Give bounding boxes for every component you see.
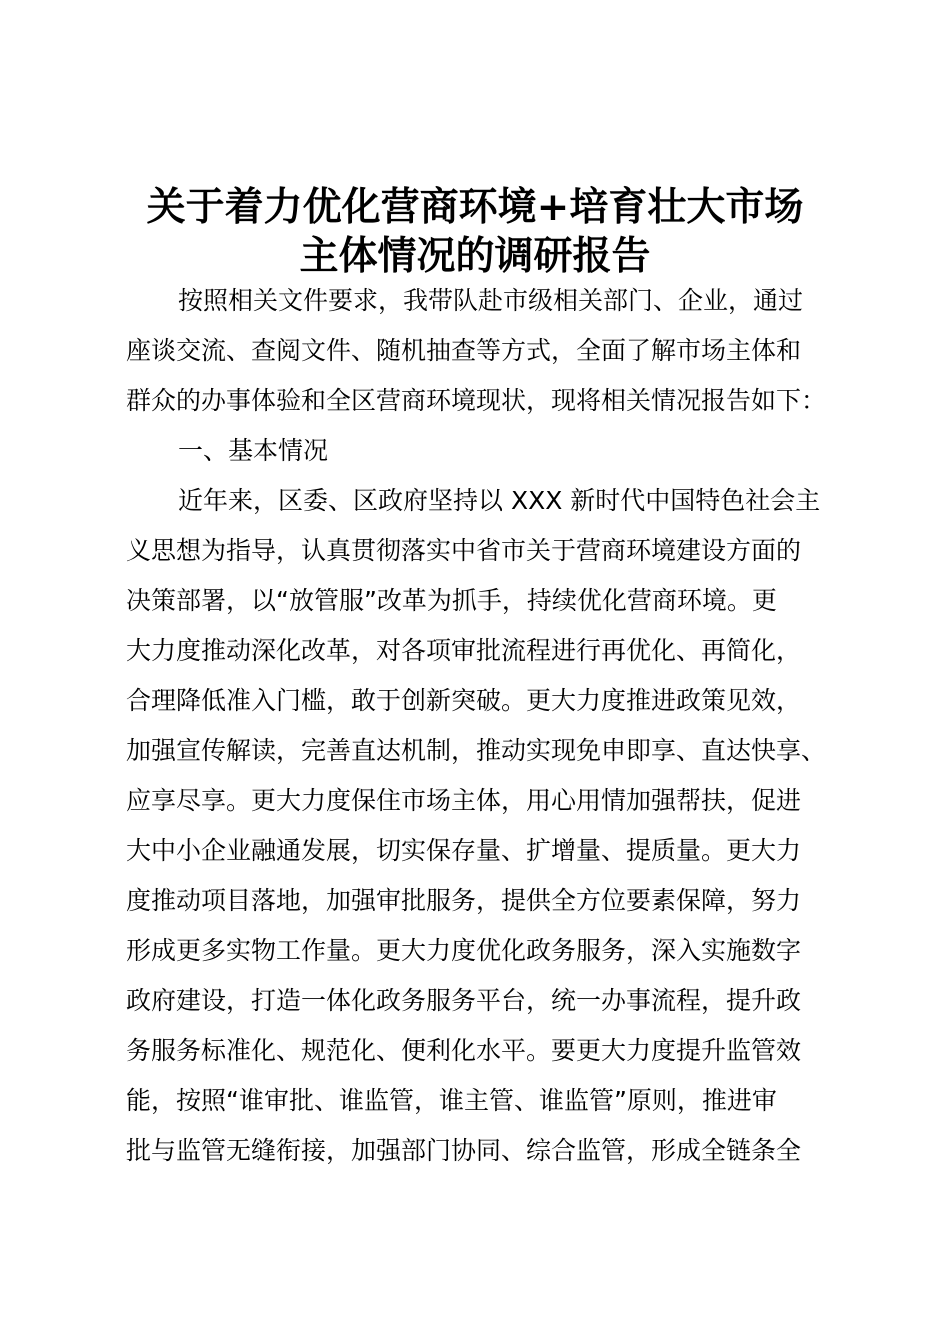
section-heading-basic: 一、基本情况 [178, 436, 329, 465]
body-line-7: 决策部署，以“放管服”改革为抓手，持续优化营商环境。更 [126, 586, 777, 615]
body-line-10: 加强宣传解读，完善直达机制，推动实现免申即享、直达快享、 [126, 736, 827, 765]
document-title-line-2: 主体情况的调研报告 [299, 233, 651, 279]
body-line-14: 形成更多实物工作量。更大力度优化政务服务，深入实施数字 [126, 936, 802, 965]
body-line-11: 应享尽享。更大力度保住市场主体，用心用情加强帮扶，促进 [126, 786, 802, 815]
body-line-12: 大中小企业融通发展，切实保存量、扩增量、提质量。更大力 [126, 836, 802, 865]
body-line-1: 按照相关文件要求，我带队赴市级相关部门、企业，通过 [178, 286, 804, 315]
body-line-18: 批与监管无缝衔接，加强部门协同、综合监管，形成全链条全 [126, 1136, 802, 1165]
body-line-17: 能，按照“谁审批、谁监管，谁主管、谁监管”原则，推进审 [126, 1086, 777, 1115]
body-line-9: 合理降低准入门槛，敢于创新突破。更大力度推进政策见效， [126, 686, 802, 715]
body-line-5: 近年来，区委、区政府坚持以 XXX 新时代中国特色社会主 [178, 486, 821, 515]
document-title-line-1: 关于着力优化营商环境+培育壮大市场 [146, 184, 804, 230]
body-line-16: 务服务标准化、规范化、便利化水平。要更大力度提升监管效 [126, 1036, 802, 1065]
body-line-6: 义思想为指导，认真贯彻落实中省市关于营商环境建设方面的 [126, 536, 802, 565]
body-line-15: 政府建设，打造一体化政务服务平台，统一办事流程，提升政 [126, 986, 802, 1015]
body-line-13: 度推动项目落地，加强审批服务，提供全方位要素保障，努力 [126, 886, 802, 915]
body-line-2: 座谈交流、查阅文件、随机抽查等方式，全面了解市场主体和 [126, 336, 802, 365]
body-line-8: 大力度推动深化改革，对各项审批流程进行再优化、再简化， [126, 636, 802, 665]
body-line-3: 群众的办事体验和全区营商环境现状，现将相关情况报告如下： [126, 386, 827, 415]
